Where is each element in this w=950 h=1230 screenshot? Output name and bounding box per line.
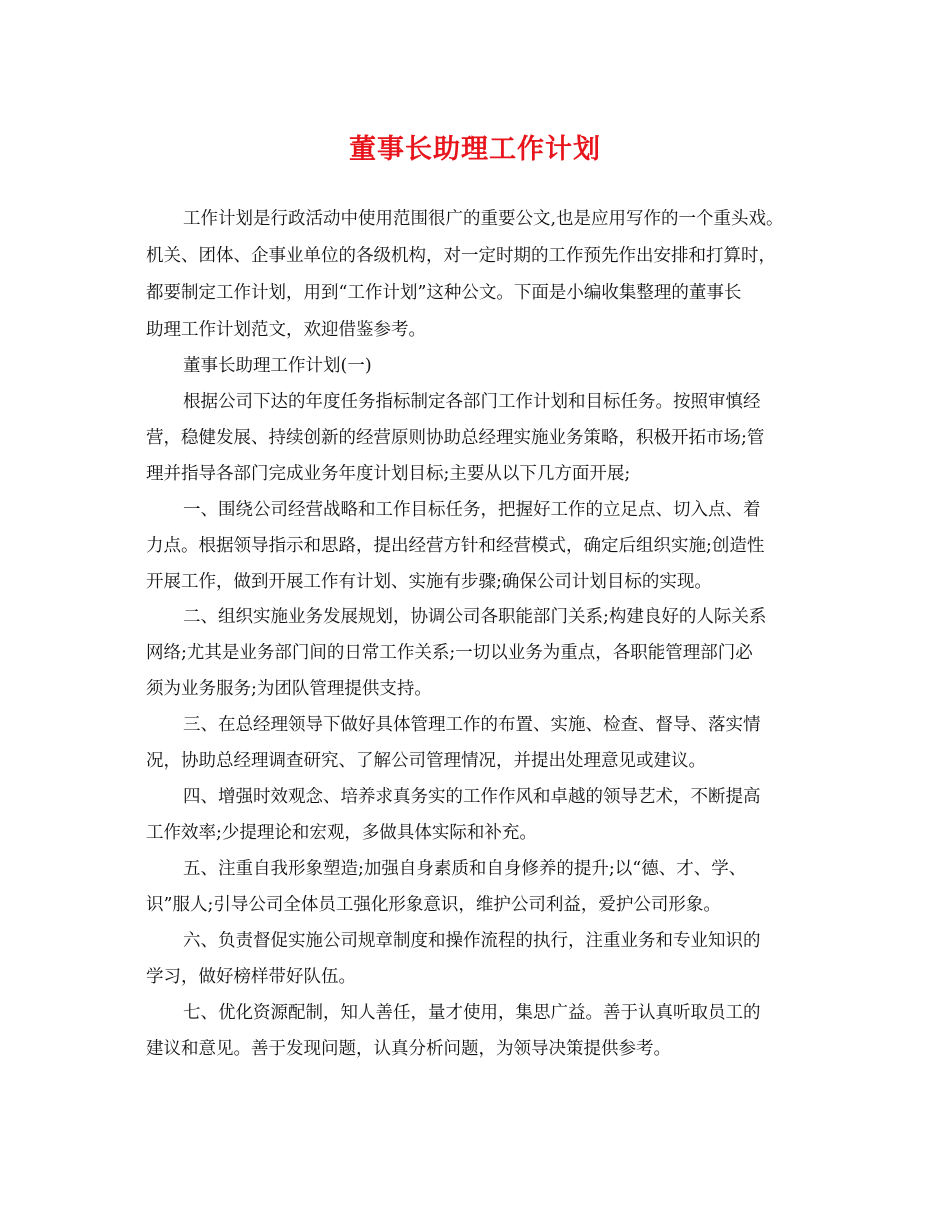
paragraph-line: 网络;尤其是业务部门间的日常工作关系;一切以业务为重点，各职能管理部门必 (146, 643, 753, 663)
paragraph-line: 理并指导各部门完成业务年度计划目标;主要从以下几方面开展; (146, 464, 631, 484)
paragraph-line: 工作效率;少提理论和宏观，多做具体实际和补充。 (146, 823, 537, 843)
paragraph-line: 须为业务服务;为团队管理提供支持。 (146, 679, 432, 699)
paragraph-line: 六、负责督促实施公司规章制度和操作流程的执行，注重业务和专业知识的 (183, 931, 761, 951)
paragraph-line: 学习，做好榜样带好队伍。 (146, 967, 356, 987)
paragraph-line: 工作计划是行政活动中使用范围很广的重要公文,也是应用写作的一个重头戏。 (183, 209, 784, 229)
document-title: 董事长助理工作计划 (349, 134, 601, 165)
paragraph-line: 五、注重自我形象塑造;加强自身素质和自身修养的提升;以“德、才、学、 (183, 859, 747, 879)
paragraph-line: 四、增强时效观念、培养求真务实的工作作风和卓越的领导艺术，不断提高 (183, 787, 761, 807)
paragraph-line: 营，稳健发展、持续创新的经营原则协助总经理实施业务策略，积极开拓市场;管 (146, 428, 765, 448)
paragraph-line: 都要制定工作计划，用到“工作计划”这种公文。下面是小编收集整理的董事长 (146, 283, 742, 303)
paragraph-line: 助理工作计划范文，欢迎借鉴参考。 (146, 320, 426, 340)
paragraph-line: 机关、团体、企事业单位的各级机构，对一定时期的工作预先作出安排和打算时， (146, 246, 776, 266)
paragraph-line: 二、组织实施业务发展规划，协调公司各职能部门关系;构建良好的人际关系 (183, 607, 767, 627)
paragraph-line: 三、在总经理领导下做好具体管理工作的布置、实施、检查、督导、落实情 (183, 715, 761, 735)
paragraph-line: 识”服人;引导公司全体员工强化形象意识，维护公司利益，爱护公司形象。 (146, 895, 721, 915)
paragraph-line: 况，协助总经理调查研究、了解公司管理情况，并提出处理意见或建议。 (146, 751, 706, 771)
paragraph-line: 力点。根据领导指示和思路，提出经营方针和经营模式，确定后组织实施;创造性 (146, 536, 765, 556)
paragraph-line: 开展工作，做到开展工作有计划、实施有步骤;确保公司计划目标的实现。 (146, 572, 712, 592)
paragraph-line: 根据公司下达的年度任务指标制定各部门工作计划和目标任务。按照审慎经 (183, 392, 761, 412)
paragraph-line: 一、围绕公司经营战略和工作目标任务，把握好工作的立足点、切入点、着 (183, 500, 761, 520)
paragraph-line: 七、优化资源配制，知人善任，量才使用，集思广益。善于认真听取员工的 (183, 1003, 761, 1023)
paragraph-line: 建议和意见。善于发现问题，认真分析问题，为领导决策提供参考。 (146, 1039, 671, 1059)
section-heading: 董事长助理工作计划(一) (183, 356, 372, 376)
